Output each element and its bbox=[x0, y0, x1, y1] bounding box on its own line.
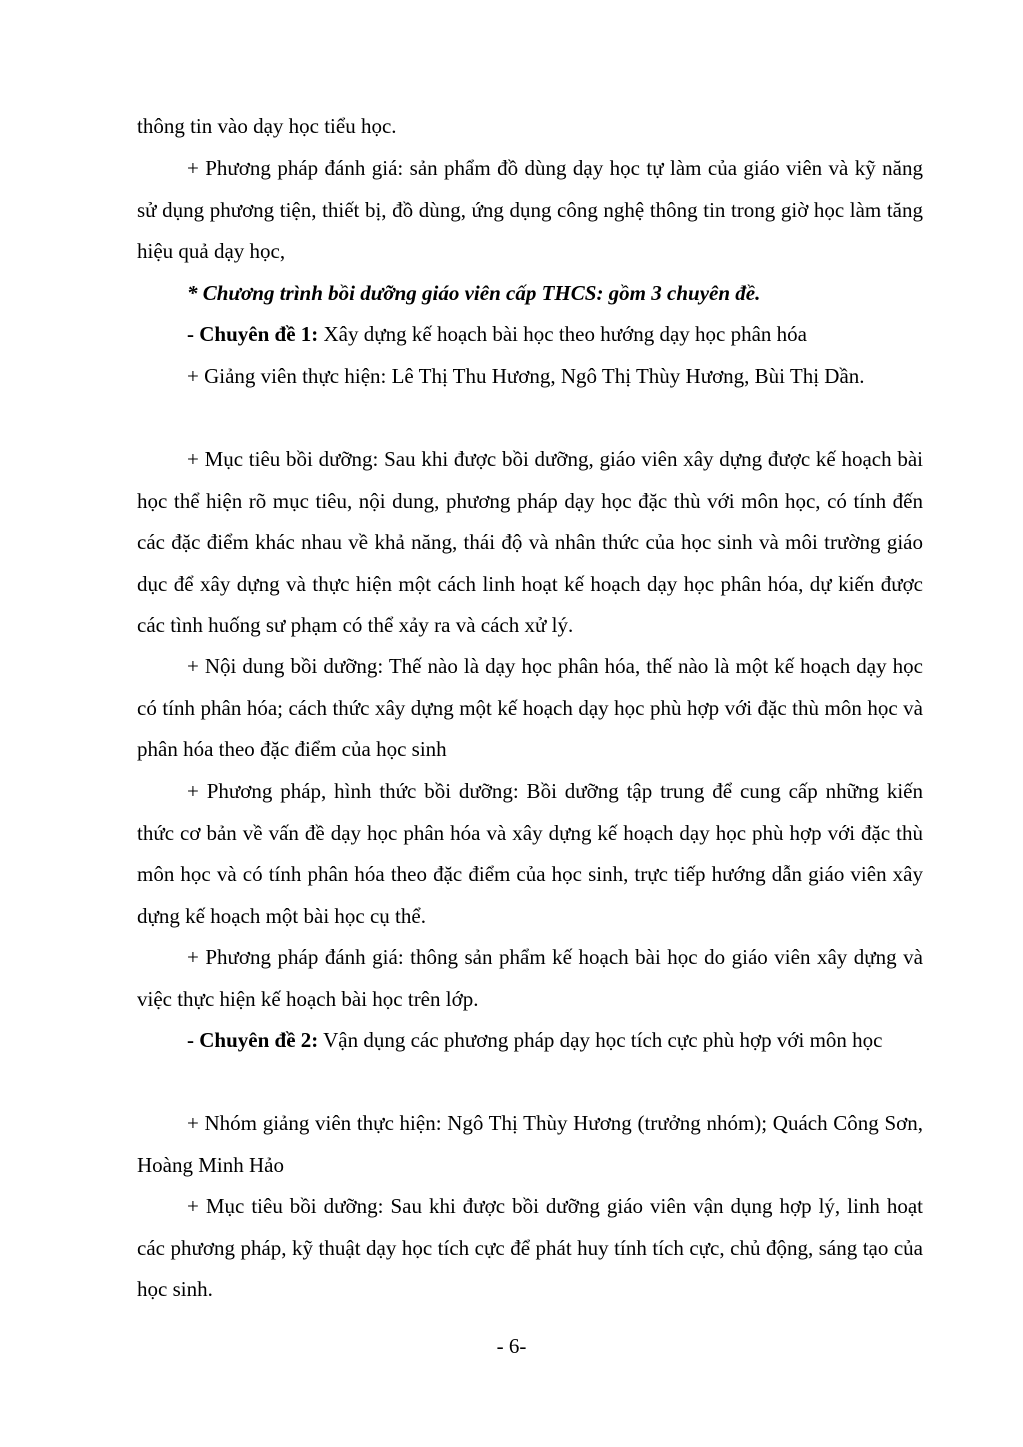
topic-1-title: Xây dựng kế hoạch bài học theo hướng dạy học phân hóa bbox=[318, 322, 807, 346]
topic-1-lecturers: + Giảng viên thực hiện: Lê Thị Thu Hương, Ngô Thị Thùy Hương, Bùi Thị Dần. bbox=[187, 364, 865, 388]
section-heading-thcs: * Chương trình bồi dưỡng giáo viên cấp THCS: gồm 3 chuyên đề. bbox=[187, 281, 761, 305]
topic-1-content: + Nội dung bồi dưỡng: Thế nào là dạy học phân hóa, thế nào là một kế hoạch dạy học có tính phân hóa; cách thức xây dựng một kế hoạch dạy học phù hợp với đặc thù môn học và phân hóa theo đặc điểm của học sinh bbox=[137, 654, 923, 761]
topic-1-heading bbox=[137, 314, 923, 356]
paragraph-continuation: thông tin vào dạy học tiểu học. bbox=[137, 114, 397, 138]
paragraph-evaluation-method: + Phương pháp đánh giá: sản phẩm đồ dùng dạy học tự làm của giáo viên và kỹ năng sử dụng phương tiện, thiết bị, đồ dùng, ứng dụng công nghệ thông tin trong giờ học làm tăng hiệu quả dạy học, bbox=[137, 156, 923, 263]
topic-1-label: - Chuyên đề 1: bbox=[187, 322, 319, 346]
topic-2-label: - Chuyên đề 2: bbox=[187, 1028, 319, 1052]
topic-1-methods: + Phương pháp, hình thức bồi dưỡng: Bồi dưỡng tập trung để cung cấp những kiến thức cơ bản về vấn đề dạy học phân hóa và xây dựng kế hoạch dạy học phù hợp với đặc thù môn học và có tính phân hóa theo đặc điểm của học sinh, trực tiếp hướng dẫn giáo viên xây dựng kế hoạch một bài học cụ thể. bbox=[137, 779, 923, 928]
topic-1-objectives: + Mục tiêu bồi dưỡng: Sau khi được bồi dưỡng, giáo viên xây dựng được kế hoạch bài học thể hiện rõ mục tiêu, nội dung, phương pháp dạy học đặc thù với môn học, có tính đến các đặc điểm khác nhau về khả năng, thái độ và nhân thức của học sinh và môi trường giáo dục để xây dựng và thực hiện một cách linh hoạt kế hoạch dạy học phân hóa, dự kiến được các tình huống sư phạm có thể xảy ra và cách xử lý. bbox=[137, 447, 923, 637]
topic-2-heading bbox=[137, 1020, 923, 1062]
topic-2-objectives: + Mục tiêu bồi dưỡng: Sau khi được bồi dưỡng giáo viên vận dụng hợp lý, linh hoạt các phương pháp, kỹ thuật dạy học tích cực để phát huy tính tích cực, chủ động, sáng tạo của học sinh. bbox=[137, 1194, 923, 1301]
topic-2-title: Vận dụng các phương pháp dạy học tích cực phù hợp với môn học bbox=[318, 1028, 883, 1052]
topic-1-evaluation: + Phương pháp đánh giá: thông sản phẩm kế hoạch bài học do giáo viên xây dựng và việc thực hiện kế hoạch bài học trên lớp. bbox=[137, 945, 923, 1011]
topic-2-lecturers: + Nhóm giảng viên thực hiện: Ngô Thị Thùy Hương (trưởng nhóm); Quách Công Sơn, Hoàng Minh Hảo bbox=[137, 1111, 923, 1177]
page-number: - 6- bbox=[496, 1334, 527, 1358]
